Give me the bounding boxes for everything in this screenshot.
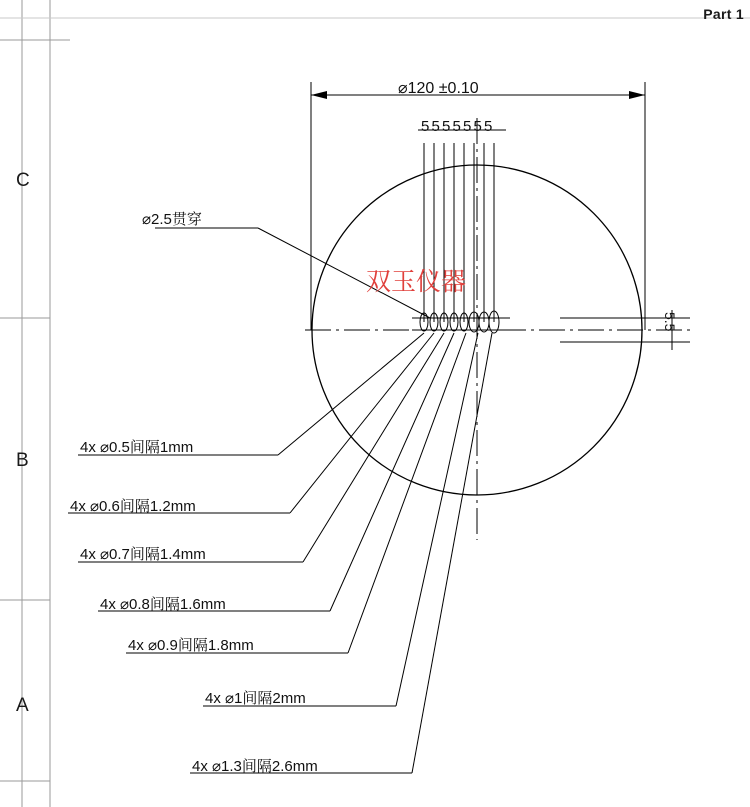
callout-3: 4x ⌀0.8间隔1.6mm [100, 596, 226, 613]
callout-1: 4x ⌀0.6间隔1.2mm [70, 498, 196, 515]
hole-cluster [412, 311, 510, 333]
callout-2: 4x ⌀0.7间隔1.4mm [80, 546, 206, 563]
zone-marker-a: A [16, 695, 29, 716]
callout-5: 4x ⌀1间隔2mm [205, 690, 306, 707]
pitch-mark-label: 5 5 5 5 5 5 5 [421, 118, 492, 135]
zone-marker-b: B [16, 450, 29, 471]
callout-0: 4x ⌀0.5间隔1mm [80, 439, 194, 456]
callout-6: 4x ⌀1.3间隔2.6mm [192, 758, 318, 775]
through-hole-note: ⌀2.5贯穿 [142, 211, 202, 228]
page-title: Part 1 [703, 6, 744, 22]
top-dimension-label: ⌀120 ±0.10 [398, 80, 479, 97]
callout-4: 4x ⌀0.9间隔1.8mm [128, 637, 254, 654]
right-dimension-label: 5.5 [662, 312, 678, 332]
watermark-text: 双玉仪器 [366, 269, 467, 296]
zone-marker-c: C [16, 170, 30, 191]
